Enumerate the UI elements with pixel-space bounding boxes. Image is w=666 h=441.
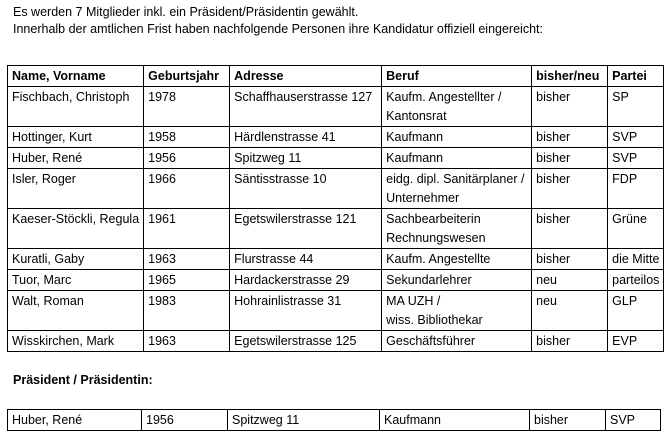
- profession-line-1: MA UZH /: [386, 294, 441, 308]
- cell-profession: [382, 169, 532, 209]
- cell-year: 1963: [144, 331, 230, 352]
- cell-name: Isler, Roger: [8, 169, 144, 209]
- cell-address: Spitzweg 11: [228, 410, 380, 431]
- cell-year: 1958: [144, 127, 230, 148]
- header-status: bisher/neu: [532, 66, 608, 87]
- table-row: [8, 209, 664, 249]
- cell-name: Tuor, Marc: [8, 270, 144, 291]
- intro-line-1: Es werden 7 Mitglieder inkl. ein Präsident/Präsidentin gewählt.: [13, 5, 359, 19]
- table-row: [8, 410, 661, 431]
- cell-profession: Kaufmann: [380, 410, 530, 431]
- cell-party: SVP: [606, 410, 661, 431]
- cell-year: 1983: [144, 291, 230, 331]
- profession-line-2: Rechnungswesen: [386, 231, 486, 245]
- cell-name: Fischbach, Christoph: [8, 87, 144, 127]
- cell-address: Spitzweg 11: [230, 148, 382, 169]
- cell-year: 1961: [144, 209, 230, 249]
- cell-year: 1978: [144, 87, 230, 127]
- cell-status: bisher: [532, 87, 608, 127]
- cell-status: bisher: [532, 148, 608, 169]
- table-row: [8, 127, 664, 148]
- cell-profession: Kaufm. Angestellte: [382, 249, 532, 270]
- table-row: [8, 249, 664, 270]
- cell-party: GLP: [608, 291, 664, 331]
- cell-name: Wisskirchen, Mark: [8, 331, 144, 352]
- cell-name: Kuratli, Gaby: [8, 249, 144, 270]
- header-party: Partei: [608, 66, 664, 87]
- cell-name: Kaeser-Stöckli, Regula: [8, 209, 144, 249]
- cell-year: 1963: [144, 249, 230, 270]
- cell-name: Walt, Roman: [8, 291, 144, 331]
- cell-name: Hottinger, Kurt: [8, 127, 144, 148]
- cell-party: die Mitte: [608, 249, 664, 270]
- cell-address: Egetswilerstrasse 125: [230, 331, 382, 352]
- cell-address: Hohrainlistrasse 31: [230, 291, 382, 331]
- cell-status: neu: [532, 291, 608, 331]
- cell-party: SVP: [608, 148, 664, 169]
- table-row: [8, 87, 664, 127]
- table-row: [8, 291, 664, 331]
- cell-year: 1966: [144, 169, 230, 209]
- profession-line-1: Sachbearbeiterin: [386, 212, 481, 226]
- table-row: [8, 331, 664, 352]
- president-heading: Präsident / Präsidentin:: [13, 373, 153, 387]
- cell-profession: Kaufmann: [382, 148, 532, 169]
- cell-status: bisher: [532, 209, 608, 249]
- president-table: [7, 409, 661, 431]
- table-row: [8, 169, 664, 209]
- cell-status: bisher: [532, 249, 608, 270]
- cell-year: 1965: [144, 270, 230, 291]
- cell-profession: Geschäftsführer: [382, 331, 532, 352]
- cell-party: SVP: [608, 127, 664, 148]
- cell-party: EVP: [608, 331, 664, 352]
- cell-address: Egetswilerstrasse 121: [230, 209, 382, 249]
- cell-status: neu: [532, 270, 608, 291]
- header-profession: Beruf: [382, 66, 532, 87]
- cell-status: bisher: [532, 127, 608, 148]
- cell-name: Huber, René: [8, 148, 144, 169]
- intro-line-2: Innerhalb der amtlichen Frist haben nachfolgende Personen ihre Kandidatur offiziell eingereicht:: [13, 22, 543, 36]
- profession-line-2: wiss. Bibliothekar: [386, 313, 483, 327]
- candidates-table: [7, 65, 664, 352]
- header-address: Adresse: [230, 66, 382, 87]
- cell-address: Härdlenstrasse 41: [230, 127, 382, 148]
- cell-status: bisher: [532, 331, 608, 352]
- header-name: Name, Vorname: [8, 66, 144, 87]
- cell-address: Schaffhauserstrasse 127: [230, 87, 382, 127]
- table-row: [8, 270, 664, 291]
- cell-party: Grüne: [608, 209, 664, 249]
- cell-profession: Kaufmann: [382, 127, 532, 148]
- table-header-row: [8, 66, 664, 87]
- cell-address: Hardackerstrasse 29: [230, 270, 382, 291]
- cell-party: SP: [608, 87, 664, 127]
- cell-party: FDP: [608, 169, 664, 209]
- cell-address: Säntisstrasse 10: [230, 169, 382, 209]
- cell-profession: [382, 291, 532, 331]
- profession-line-2: Unternehmer: [386, 191, 460, 205]
- table-row: [8, 148, 664, 169]
- header-birth-year: Geburtsjahr: [144, 66, 230, 87]
- intro-text: [13, 4, 543, 38]
- cell-year: 1956: [144, 148, 230, 169]
- cell-status: bisher: [532, 169, 608, 209]
- cell-status: bisher: [530, 410, 606, 431]
- cell-profession: Sekundarlehrer: [382, 270, 532, 291]
- profession-line-1: Kaufm. Angestellter /: [386, 90, 502, 104]
- cell-profession: [382, 209, 532, 249]
- cell-name: Huber, René: [8, 410, 142, 431]
- cell-party: parteilos: [608, 270, 664, 291]
- cell-year: 1956: [142, 410, 228, 431]
- cell-address: Flurstrasse 44: [230, 249, 382, 270]
- cell-profession: [382, 87, 532, 127]
- profession-line-1: eidg. dipl. Sanitärplaner /: [386, 172, 525, 186]
- profession-line-2: Kantonsrat: [386, 109, 447, 123]
